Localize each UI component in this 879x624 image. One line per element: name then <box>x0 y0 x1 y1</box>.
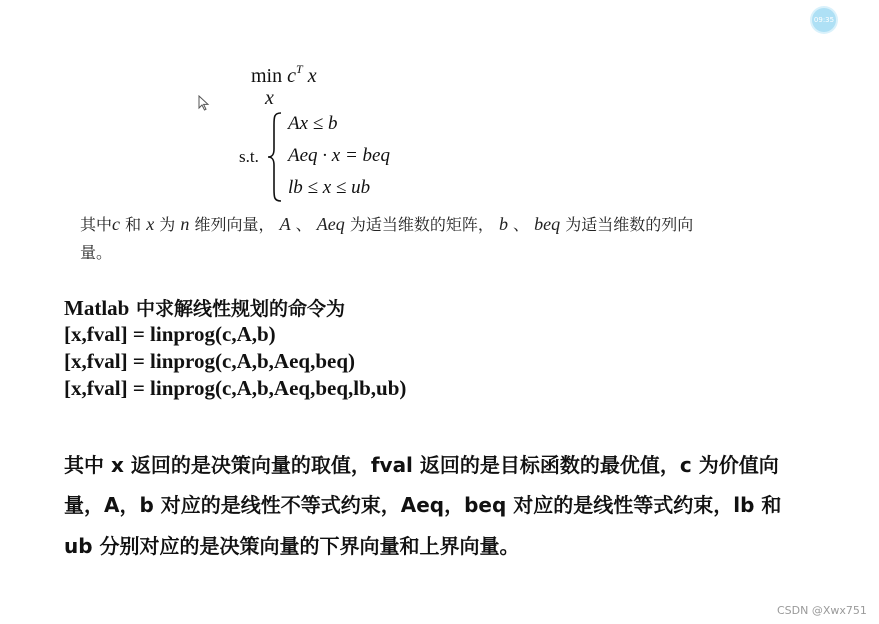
constraint-equality: Aeq · x = beq <box>288 145 390 166</box>
constraint-bounds: lb ≤ x ≤ ub <box>288 177 371 198</box>
subject-to-label: s.t. <box>239 147 259 166</box>
objective-variable: x <box>265 87 274 109</box>
watermark: CSDN @Xwx751 <box>777 604 867 617</box>
explanation-line-1: 其中 x 返回的是决策向量的取值，fval 返回的是目标函数的最优值，c 为价值向 <box>64 453 779 477</box>
objective-function: $\min c^T$ x <box>251 62 317 87</box>
description-line-1: 其中c 和 x 为 n 维列向量， A 、 Aeq 为适当维数的矩阵， b 、 beq 为适当维数的列向 <box>80 214 694 234</box>
mouse-cursor-icon <box>198 95 210 111</box>
explanation-line-2: 量，A，b 对应的是线性不等式约束，Aeq，beq 对应的是线性等式约束，lb 和 <box>64 493 782 517</box>
commands-heading: Matlab 中求解线性规划的命令为 <box>64 296 345 320</box>
command-line-1: [x,fval] = linprog(c,A,b) <box>64 322 276 346</box>
command-line-2: [x,fval] = linprog(c,A,b,Aeq,beq) <box>64 349 355 373</box>
constraint-inequality: Ax ≤ b <box>288 113 338 134</box>
description-line-2: 量。 <box>80 243 113 262</box>
timer-badge[interactable]: 09:35 <box>812 8 836 32</box>
command-line-3: [x,fval] = linprog(c,A,b,Aeq,beq,lb,ub) <box>64 376 407 400</box>
left-brace-icon <box>266 111 284 203</box>
explanation-line-3: ub 分别对应的是决策向量的下界向量和上界向量。 <box>64 534 520 558</box>
